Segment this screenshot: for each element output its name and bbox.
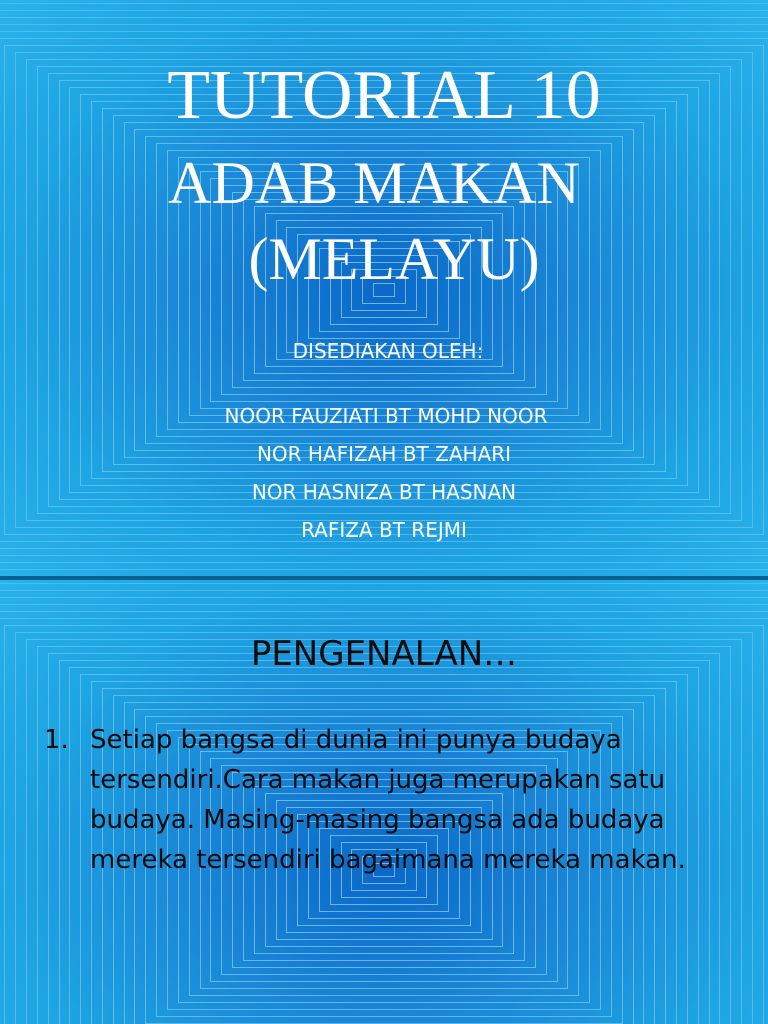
credit-label: DISEDIAKAN OLEH: <box>292 339 484 363</box>
slide-subtitle-line2: (MELAYU) <box>248 226 540 292</box>
slide-title-heading: TUTORIAL 10 <box>167 57 601 134</box>
slide-subtitle-line1: ADAB MAKAN <box>168 150 580 216</box>
slide-introduction-content <box>0 580 768 1024</box>
list-item-number: 1. <box>44 725 69 755</box>
author-name: RAFIZA BT REJMI <box>301 518 467 542</box>
slide-heading: PENGENALAN… <box>250 634 518 674</box>
author-name: NOR HASNIZA BT HASNAN <box>251 480 517 504</box>
slide-introduction <box>0 580 768 1024</box>
author-name: NOOR FAUZIATI BT MOHD NOOR <box>224 404 548 428</box>
list-item <box>44 720 744 880</box>
author-name: NOR HAFIZAH BT ZAHARI <box>256 442 512 466</box>
numbered-list <box>44 720 744 880</box>
list-item-text: Setiap bangsa di dunia ini punya budaya tersendiri.Cara makan juga merupakan satu budaya. Masing-masing bangsa ada budaya mereka tersendiri bagaimana mereka makan. <box>90 725 686 875</box>
